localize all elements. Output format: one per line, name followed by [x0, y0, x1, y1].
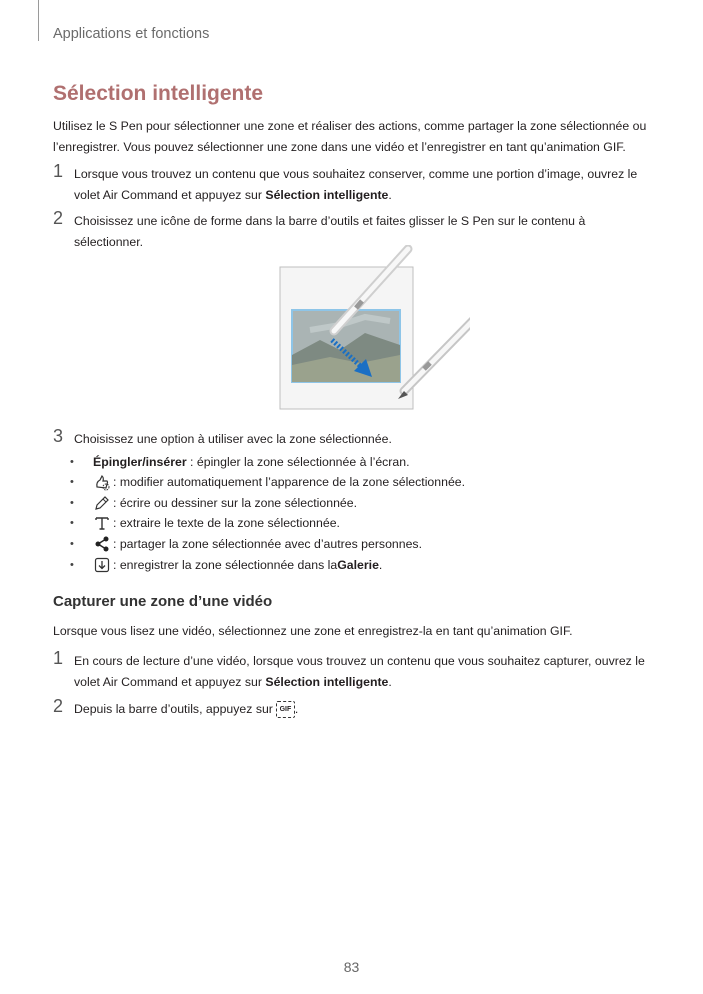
- step-text: Choisissez une option à utiliser avec la zone sélectionnée.: [74, 432, 392, 446]
- subsection-title: Capturer une zone d’une vidéo: [53, 593, 273, 610]
- bullet-pin-insert: • Épingler/insérer : épingler la zone sélectionnée à l’écran.: [70, 455, 410, 469]
- step-text: Depuis la barre d’outils, appuyez sur: [74, 702, 273, 716]
- subsection-intro: Lorsque vous lisez une vidéo, sélectionnez une zone et enregistrez-la en tant qu’animation GIF.: [53, 624, 573, 638]
- step-text: Lorsque vous trouvez un contenu que vous souhaitez conserver, comme une portion d’image, ouvrez le volet Air Command et appuyez sur: [74, 167, 638, 202]
- bullet-auto-enhance: • : modifier automatiquement l’apparence de la zone sélectionnée.: [70, 475, 466, 489]
- step-bold: Sélection intelligente: [265, 187, 389, 202]
- step-number: 1: [53, 648, 64, 668]
- text-extract-icon: [93, 514, 111, 532]
- step-text: En cours de lecture d’une vidéo, lorsque vous trouvez un contenu que vous souhaitez capturer, ouvrez le volet Air Command et appuyez sur: [74, 654, 645, 689]
- step-number: 1: [53, 161, 64, 181]
- bullet-save: • : enregistrer la zone sélectionnée dans la Galerie .: [70, 558, 383, 572]
- auto-enhance-icon: [93, 473, 111, 491]
- intro-paragraph: Utilisez le S Pen pour sélectionner une zone et réaliser des actions, comme partager la zone sélectionnée ou l’enregistrer. Vous pouvez sélectionner une zone dans une vidéo et l’enregistrer en tant qu’animation GIF.: [53, 119, 647, 154]
- section-header: Applications et fonctions: [53, 26, 210, 42]
- step-text: Choisissez une icône de forme dans la barre d’outils et faites glisser le S Pen sur le contenu à sélectionner.: [74, 214, 586, 249]
- save-icon: [93, 556, 111, 574]
- smart-select-illustration: [270, 245, 470, 415]
- bullet-share: • : partager la zone sélectionnée avec d’autres personnes.: [70, 537, 422, 551]
- pen-icon: [93, 494, 111, 512]
- page-title: Sélection intelligente: [53, 82, 264, 105]
- share-icon: [93, 535, 111, 553]
- step-number: 2: [53, 208, 64, 228]
- bullet-bold: Épingler/insérer: [93, 455, 187, 469]
- step-number: 2: [53, 696, 64, 716]
- page-number: 83: [343, 959, 360, 975]
- step-number: 3: [53, 426, 64, 446]
- step-bold: Sélection intelligente: [265, 674, 389, 689]
- header-rule: [38, 0, 39, 41]
- bullet-pen: • : écrire ou dessiner sur la zone sélectionnée.: [70, 496, 358, 510]
- gif-icon: GIF: [276, 701, 295, 718]
- bullet-text-extract: • : extraire le texte de la zone sélectionnée.: [70, 516, 340, 530]
